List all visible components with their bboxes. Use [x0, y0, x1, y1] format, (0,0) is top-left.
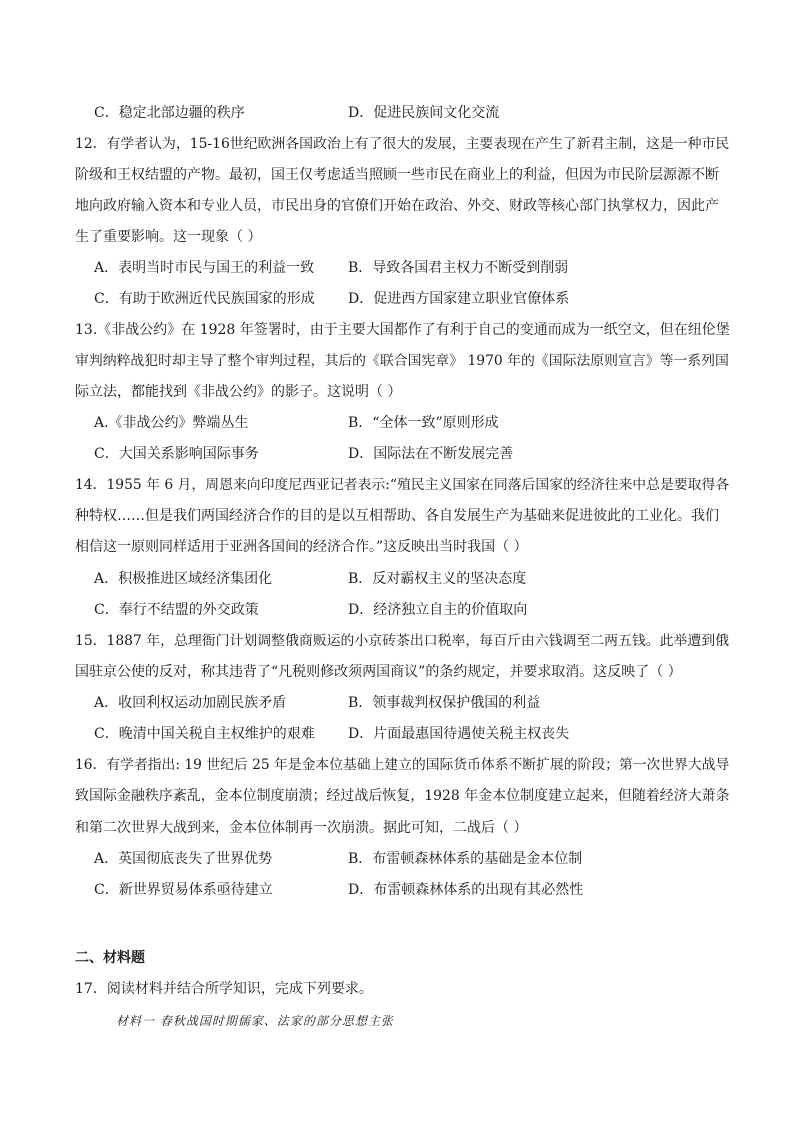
- q12-option-c: C．有助于欧洲近代民族国家的形成: [94, 291, 315, 307]
- q13-option-a: A.《非战公约》弊端丛生: [94, 415, 249, 431]
- q15-stem-line-2: 国驻京公使的反对，称其违背了“凡税则修改须两国商议”的条约规定，并要求取消。这反映了（ ）: [75, 664, 682, 680]
- q11-option-d: D．促进民族间文化交流: [348, 105, 500, 121]
- q16-option-a: A．英国彻底丧失了世界优势: [94, 851, 273, 867]
- q12-stem-line-2: 阶级和王权结盟的产物。最初，国王仅考虑适当照顾一些市民在商业上的利益，但因为市民阶层源源不断: [75, 167, 719, 183]
- q16-option-c: C．新世界贸易体系亟待建立: [94, 882, 273, 898]
- q14-option-c: C．奉行不结盟的外交政策: [94, 602, 259, 618]
- q15-option-a: A．收回利权运动加剧民族矛盾: [94, 695, 287, 711]
- q16-stem-line-3: 和第二次世界大战到来，金本位体制再一次崩溃。据此可知，二战后（ ）: [75, 820, 528, 836]
- q15-stem-line-1: 15．1887 年，总理衙门计划调整俄商贩运的小京砖茶出口税率，每百斤由六钱调至二两五钱。此举遭到俄: [75, 633, 730, 649]
- q14-stem-line-2: 种特权……但是我们两国经济合作的目的是以互相帮助、各自发展生产为基础来促进彼此的工业化。我们: [75, 508, 719, 524]
- q12-option-b: B．导致各国君主权力不断受到削弱: [348, 260, 569, 276]
- q15-option-c: C．晚清中国关税自主权维护的艰难: [94, 726, 315, 742]
- q13-stem-line-3: 际立法，都能找到《非战公约》的影子。这说明（ ）: [75, 384, 402, 400]
- q14-option-b: B．反对霸权主义的坚决态度: [348, 571, 527, 587]
- material-1-caption: 材料一 春秋战国时期儒家、法家的部分思想主张: [116, 1014, 394, 1028]
- q16-stem-line-1: 16．有学者指出: 19 世纪后 25 年是金本位基础上建立的国际货币体系不断扩展的阶段；第一次世界大战导: [75, 757, 730, 773]
- q14-stem-line-1: 14．1955 年 6 月，周恩来向印度尼西亚记者表示:“殖民主义国家在同落后国家的经济往来中总是要取得各: [75, 477, 730, 493]
- q13-stem-line-2: 审判纳粹战犯时却主导了整个审判过程，其后的《联合国宪章》 1970 年的《国际法原则宣言》等一系列国: [75, 353, 729, 369]
- q14-option-d: D．经济独立自主的价值取向: [348, 602, 528, 618]
- q13-option-b: B．“全体一致”原则形成: [348, 415, 499, 431]
- q12-stem-line-4: 生了重要影响。这一现象（ ）: [75, 229, 262, 245]
- q14-stem-line-3: 相信这一原则同样适用于亚洲各国间的经济合作。”这反映出当时我国（ ）: [75, 539, 528, 555]
- q12-option-d: D．促进西方国家建立职业官僚体系: [348, 291, 570, 307]
- q12-option-a: A．表明当时市民与国王的利益一致: [94, 260, 315, 276]
- q16-option-b: B．布雷顿森林体系的基础是金本位制: [348, 851, 583, 867]
- q13-option-d: D．国际法在不断发展完善: [348, 446, 514, 462]
- q16-option-d: D．布雷顿森林体系的出现有其必然性: [348, 882, 584, 898]
- q17-stem: 17．阅读材料并结合所学知识，完成下列要求。: [75, 981, 373, 997]
- q13-stem-line-1: 13.《非战公约》在 1928 年签署时，由于主要大国都作了有利于自己的变通而成为一纸空文，但在纽伦堡: [75, 322, 730, 338]
- q12-stem-line-1: 12．有学者认为，15-16世纪欧洲各国政治上有了很大的发展，主要表现在产生了新君主制，这是一种市民: [75, 136, 730, 152]
- q13-option-c: C．大国关系影响国际事务: [94, 446, 259, 462]
- q15-option-b: B．领事裁判权保护俄国的利益: [348, 695, 541, 711]
- q14-option-a: A．积极推进区域经济集团化: [94, 571, 273, 587]
- q11-option-c: C．稳定北部边疆的秩序: [94, 105, 245, 121]
- q12-stem-line-3: 地向政府输入资本和专业人员，市民出身的官僚们开始在政治、外交、财政等核心部门执掌权力，因此产: [75, 198, 719, 214]
- section-heading: 二、材料题: [75, 950, 145, 966]
- q16-stem-line-2: 致国际金融秩序紊乱，金本位制度崩溃；经过战后恢复，1928 年金本位制度建立起来，但随着经济大萧条: [75, 788, 730, 804]
- q15-option-d: D．片面最惠国待遇使关税主权丧失: [348, 726, 570, 742]
